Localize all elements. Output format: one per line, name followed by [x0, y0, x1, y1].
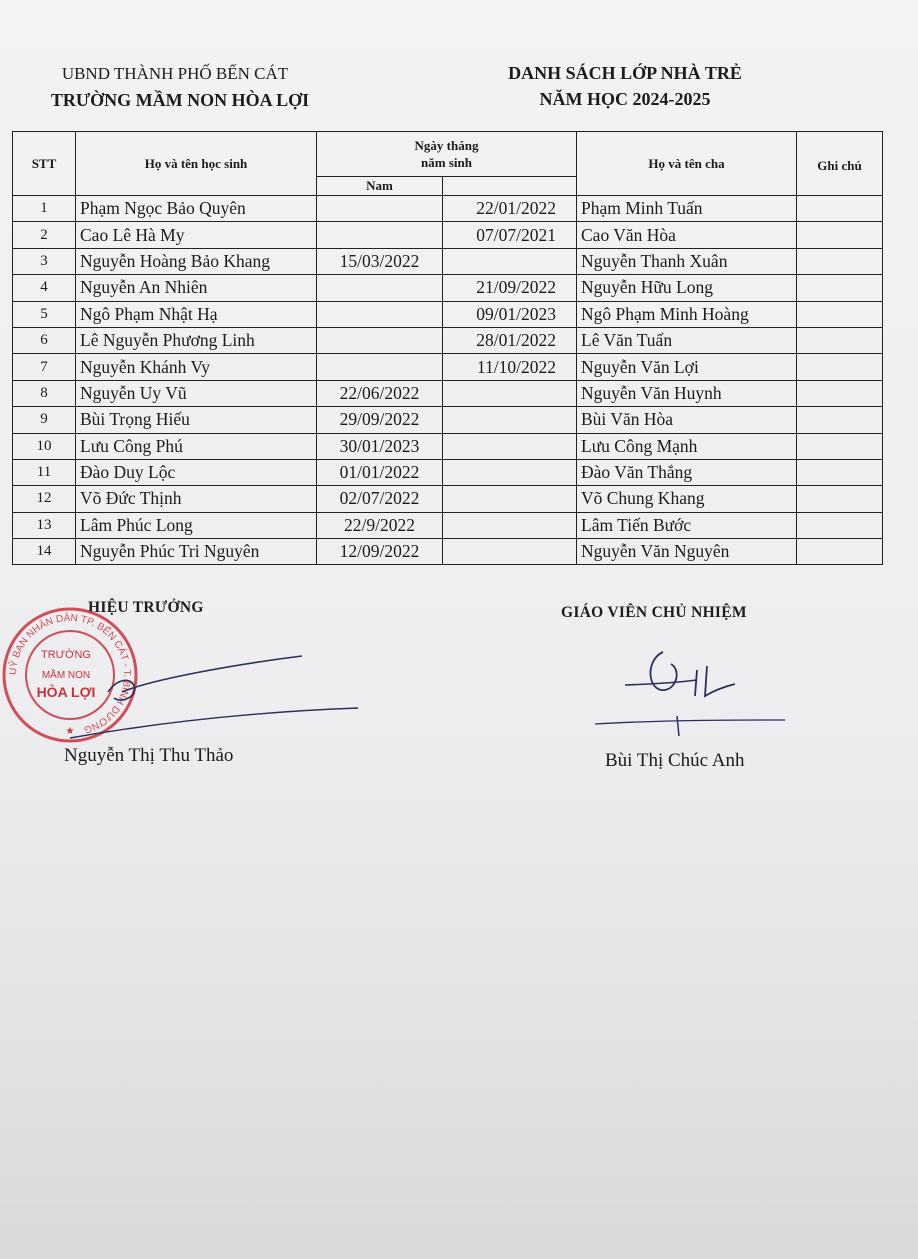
cell-stt: 13 — [13, 512, 76, 538]
header-father-name: Họ và tên cha — [577, 132, 797, 196]
cell-stt: 4 — [13, 275, 76, 301]
table-row — [13, 327, 883, 353]
cell-stt: 3 — [13, 248, 76, 274]
table-row — [13, 512, 883, 538]
table-row — [13, 459, 883, 485]
stamp-line2: MẦM NON — [41, 670, 91, 681]
header-date-of-birth — [317, 132, 577, 177]
table-row — [13, 486, 883, 512]
stamp-line3: HÒA LỢI — [36, 684, 96, 700]
header-stt: STT — [13, 132, 76, 196]
cell-dob-male: 30/01/2023 — [317, 433, 443, 459]
stamp-star-icon: ★ — [65, 726, 75, 737]
cell-dob-female: 07/07/2021 — [443, 222, 577, 248]
cell-dob-female: 09/01/2023 — [443, 301, 577, 327]
cell-dob-male: 22/06/2022 — [317, 380, 443, 406]
cell-dob-female — [443, 512, 577, 538]
cell-stt: 10 — [13, 433, 76, 459]
cell-father-name: Ngô Phạm Minh Hoàng — [577, 301, 797, 327]
cell-dob-male: 22/9/2022 — [317, 512, 443, 538]
cell-stt: 14 — [13, 539, 76, 565]
cell-stt: 1 — [13, 196, 76, 222]
cell-father-name: Cao Văn Hòa — [577, 222, 797, 248]
cell-father-name: Nguyễn Thanh Xuân — [577, 248, 797, 274]
header-dob-female — [443, 177, 577, 196]
header-note: Ghi chú — [797, 132, 883, 196]
teacher-title: GIÁO VIÊN CHỦ NHIỆM — [561, 604, 747, 621]
principal-title: HIỆU TRƯỞNG — [88, 599, 204, 616]
cell-note — [797, 486, 883, 512]
cell-note — [797, 539, 883, 565]
table-row — [13, 354, 883, 380]
cell-stt: 9 — [13, 407, 76, 433]
cell-dob-male: 29/09/2022 — [317, 407, 443, 433]
cell-dob-male: 12/09/2022 — [317, 539, 443, 565]
teacher-name: Bùi Thị Chúc Anh — [605, 750, 745, 771]
cell-dob-male — [317, 354, 443, 380]
cell-father-name: Nguyễn Hữu Long — [577, 275, 797, 301]
cell-student-name: Nguyễn Uy Vũ — [76, 380, 317, 406]
header-student-name: Họ và tên học sinh — [76, 132, 317, 196]
cell-dob-female: 22/01/2022 — [443, 196, 577, 222]
cell-student-name: Lưu Công Phú — [76, 433, 317, 459]
cell-dob-female — [443, 407, 577, 433]
table-row — [13, 301, 883, 327]
cell-stt: 2 — [13, 222, 76, 248]
cell-student-name: Nguyễn An Nhiên — [76, 275, 317, 301]
cell-dob-male: 01/01/2022 — [317, 459, 443, 485]
cell-note — [797, 380, 883, 406]
cell-student-name: Nguyễn Hoàng Bảo Khang — [76, 248, 317, 274]
cell-note — [797, 275, 883, 301]
cell-note — [797, 407, 883, 433]
student-roster-table — [12, 131, 883, 565]
cell-student-name: Bùi Trọng Hiếu — [76, 407, 317, 433]
table-row — [13, 248, 883, 274]
cell-student-name: Lê Nguyễn Phương Linh — [76, 327, 317, 353]
cell-dob-female — [443, 380, 577, 406]
cell-note — [797, 459, 883, 485]
cell-student-name: Lâm Phúc Long — [76, 512, 317, 538]
cell-dob-male: 15/03/2022 — [317, 248, 443, 274]
cell-dob-female — [443, 539, 577, 565]
cell-father-name: Lê Văn Tuấn — [577, 327, 797, 353]
header-dob-line2: năm sinh — [421, 155, 472, 170]
cell-note — [797, 196, 883, 222]
table-row — [13, 380, 883, 406]
cell-father-name: Lưu Công Mạnh — [577, 433, 797, 459]
cell-stt: 12 — [13, 486, 76, 512]
teacher-signature — [585, 640, 795, 740]
cell-student-name: Nguyễn Khánh Vy — [76, 354, 317, 380]
cell-father-name: Nguyễn Văn Lợi — [577, 354, 797, 380]
cell-stt: 7 — [13, 354, 76, 380]
cell-father-name: Đào Văn Thắng — [577, 459, 797, 485]
cell-father-name: Nguyễn Văn Huynh — [577, 380, 797, 406]
table-row — [13, 275, 883, 301]
cell-student-name: Cao Lê Hà My — [76, 222, 317, 248]
cell-dob-male — [317, 301, 443, 327]
cell-father-name: Phạm Minh Tuấn — [577, 196, 797, 222]
cell-dob-female — [443, 459, 577, 485]
table-body — [13, 196, 883, 565]
principal-signature — [30, 640, 370, 750]
cell-dob-male — [317, 222, 443, 248]
cell-student-name: Ngô Phạm Nhật Hạ — [76, 301, 317, 327]
cell-dob-female — [443, 486, 577, 512]
cell-dob-female: 28/01/2022 — [443, 327, 577, 353]
cell-stt: 8 — [13, 380, 76, 406]
cell-dob-male: 02/07/2022 — [317, 486, 443, 512]
cell-father-name: Võ Chung Khang — [577, 486, 797, 512]
principal-name: Nguyễn Thị Thu Thảo — [64, 745, 234, 766]
cell-father-name: Lâm Tiến Bước — [577, 512, 797, 538]
cell-stt: 11 — [13, 459, 76, 485]
cell-stt: 6 — [13, 327, 76, 353]
header-dob-male: Nam — [317, 177, 443, 196]
cell-note — [797, 433, 883, 459]
cell-note — [797, 354, 883, 380]
header-dob-line1: Ngày tháng — [414, 138, 479, 153]
table-row — [13, 407, 883, 433]
school-year: NĂM HỌC 2024-2025 — [539, 89, 711, 109]
cell-student-name: Phạm Ngọc Bảo Quyên — [76, 196, 317, 222]
cell-note — [797, 222, 883, 248]
table-row — [13, 539, 883, 565]
cell-dob-male — [317, 196, 443, 222]
table-header-row — [13, 132, 883, 177]
table-row — [13, 222, 883, 248]
cell-dob-male — [317, 327, 443, 353]
cell-stt: 5 — [13, 301, 76, 327]
school-name: TRƯỜNG MẦM NON HÒA LỢI — [50, 90, 310, 110]
table-row — [13, 196, 883, 222]
cell-student-name: Võ Đức Thịnh — [76, 486, 317, 512]
cell-father-name: Nguyễn Văn Nguyên — [577, 539, 797, 565]
authority-name: UBND THÀNH PHỐ BẾN CÁT — [61, 64, 289, 83]
cell-student-name: Nguyễn Phúc Tri Nguyên — [76, 539, 317, 565]
cell-dob-female — [443, 248, 577, 274]
cell-note — [797, 512, 883, 538]
cell-note — [797, 327, 883, 353]
cell-father-name: Bùi Văn Hòa — [577, 407, 797, 433]
stamp-line1: TRƯỜNG — [41, 649, 91, 661]
document-title: DANH SÁCH LỚP NHÀ TRẺ — [508, 63, 742, 83]
cell-dob-male — [317, 275, 443, 301]
cell-student-name: Đào Duy Lộc — [76, 459, 317, 485]
cell-note — [797, 301, 883, 327]
cell-note — [797, 248, 883, 274]
table-row — [13, 433, 883, 459]
stamp-ring-text: UỶ BAN NHÂN DÂN TP. BẾN CÁT - T. BÌNH DƯƠNG — [7, 612, 133, 736]
cell-dob-female: 21/09/2022 — [443, 275, 577, 301]
cell-dob-female — [443, 433, 577, 459]
cell-dob-female: 11/10/2022 — [443, 354, 577, 380]
